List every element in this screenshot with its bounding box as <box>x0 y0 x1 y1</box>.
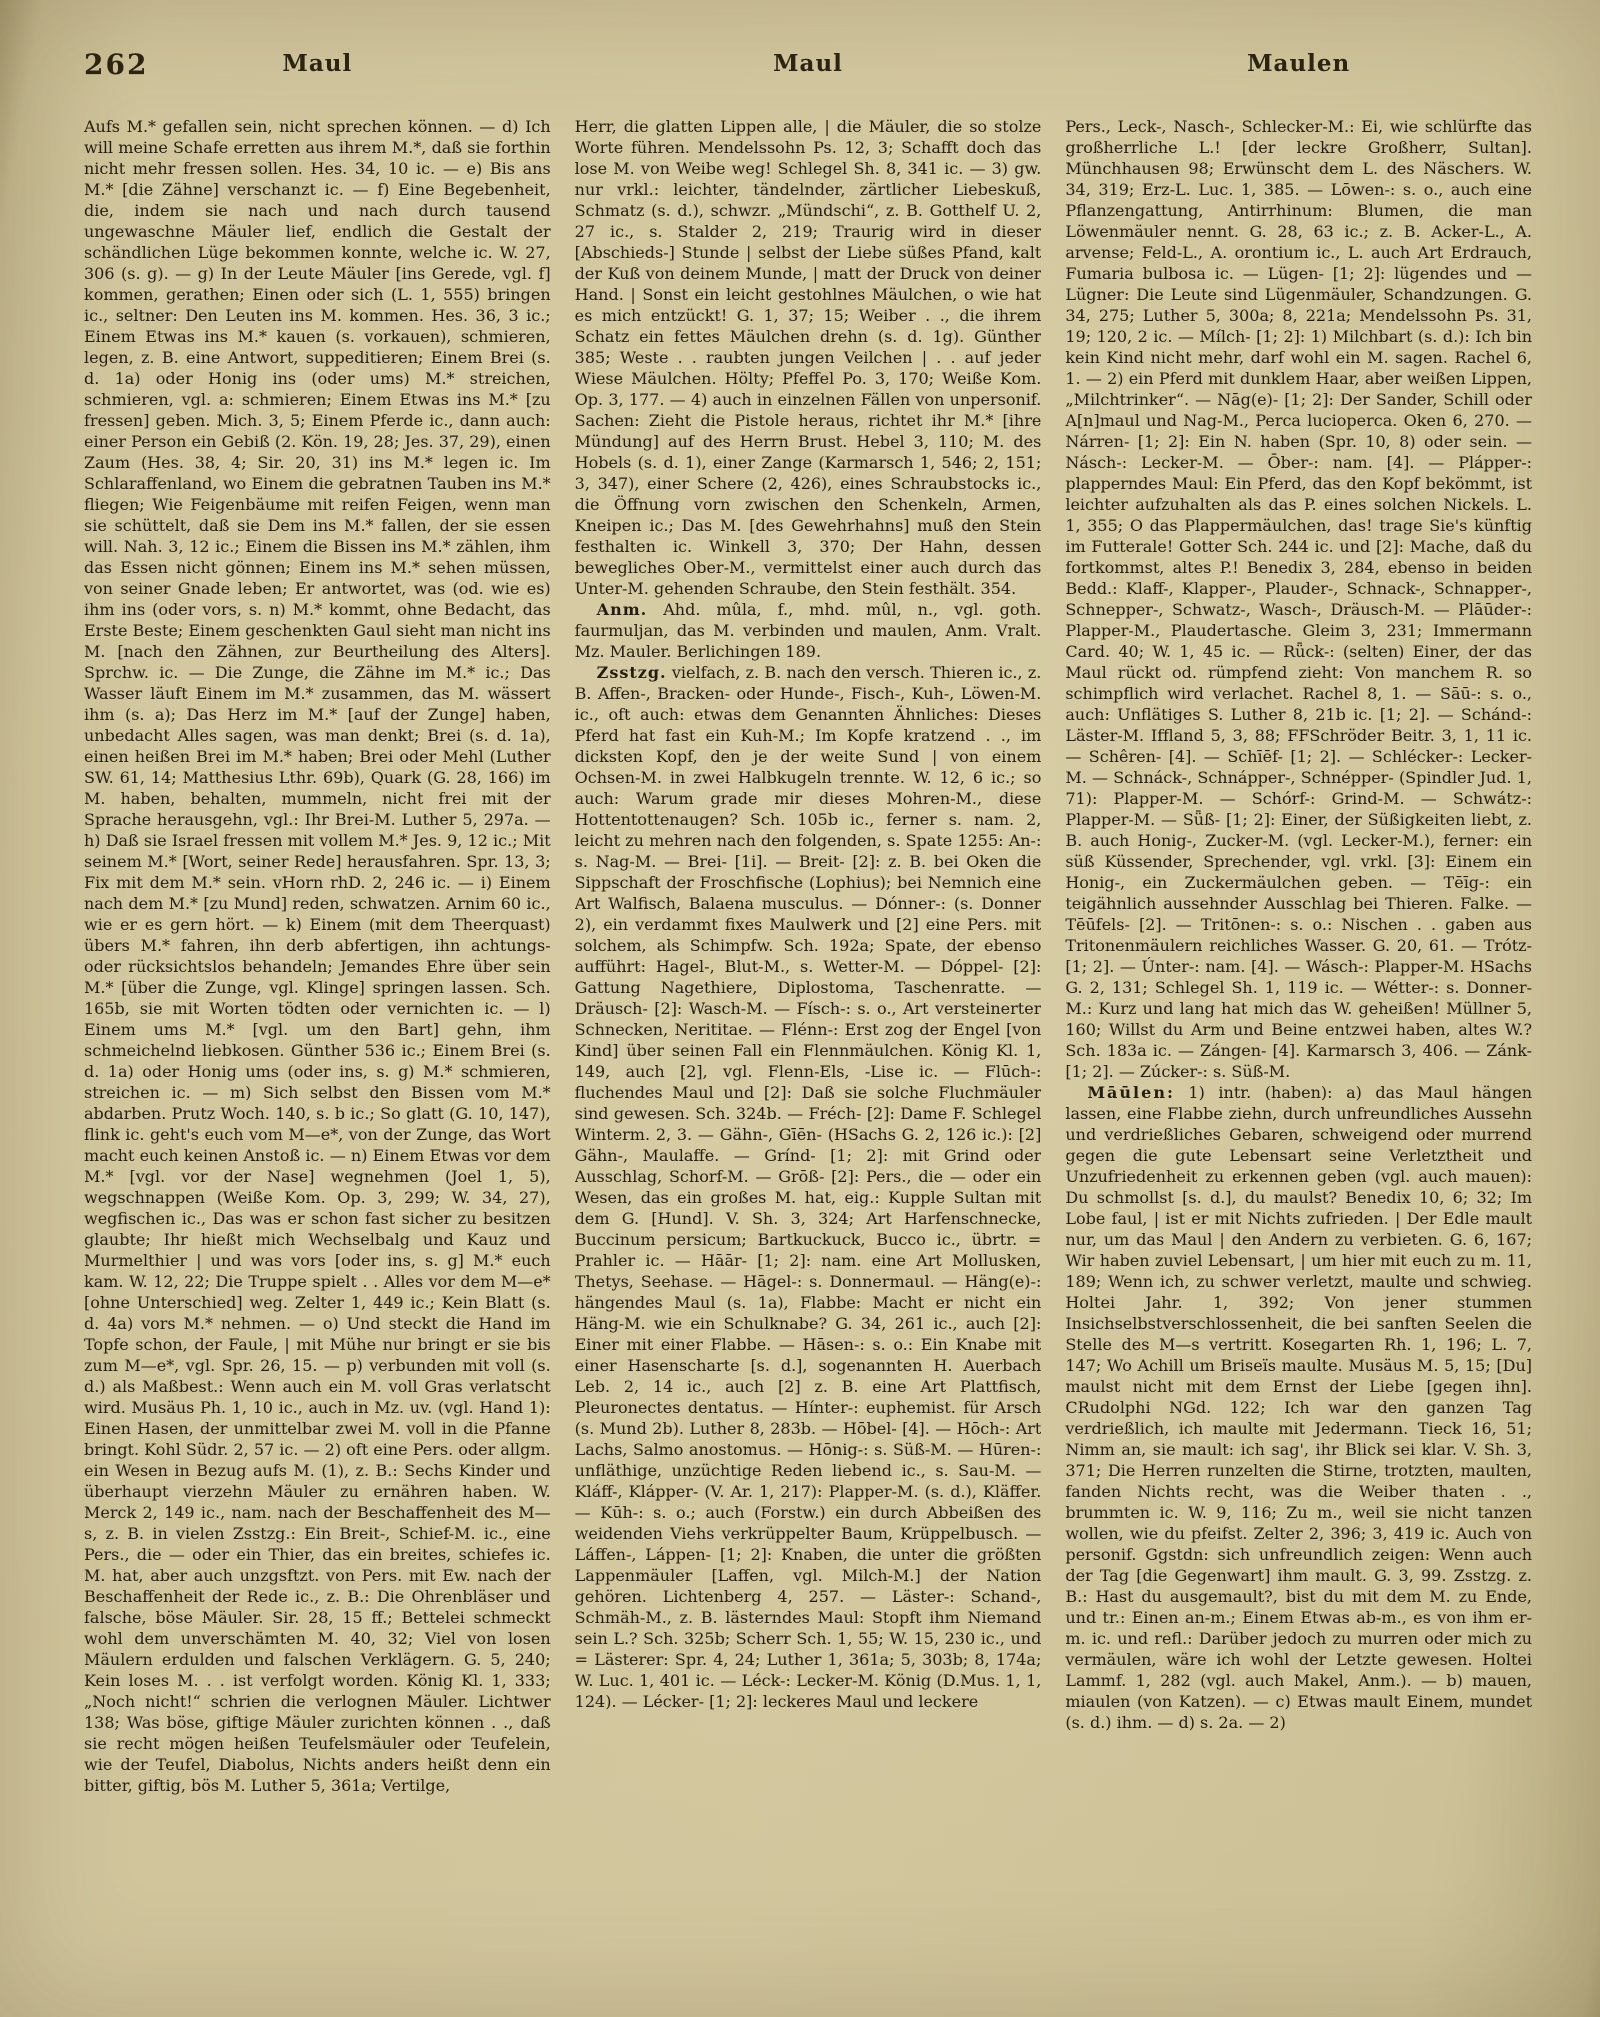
zusammensetzung-label: Zsstzg. <box>596 663 667 682</box>
maulen-headword: Māūlen: <box>1087 1083 1175 1102</box>
running-head-center: Maul <box>773 50 843 77</box>
running-head-left: Maul <box>282 50 353 77</box>
zusammensetzung-paragraph <box>575 662 1042 1712</box>
column-3-paragraph: Pers., Leck-, Nasch-, Schlecker-M.: Ei, wie schlürfte das großherrliche L.! [der leckre Großherr, Sultan]. Münchhausen 98; Erwünscht dem L. des Näschers. W. 34, 319; Erz-L. Luc. 1, 385. — Lōwen-: s. o., auch eine Pflanzengattung, Antirrhinum: Blumen, die man Löwenmäuler nennt. G. 28, 63 ic.; z. B. Acker-L., A. arvense; Feld-L., A. orontium ic., L. auch Art Erdrauch, Fumaria bulbosa ic. — Lügen- [1; 2]: lügendes und — Lügner: Die Leute sind Lügenmäuler, Schandzungen. G. 34, 275; Luther 5, 300a; 8, 221a; Mendelssohn Ps. 31, 19; 120, 2 ic. — Mílch- [1; 2]: 1) Milchbart (s. d.): Ich bin kein Kind nicht mehr, darf wohl ein M. sagen. Rachel 6, 1. — 2) ein Pferd mit dunklem Haar, aber weißen Lippen, „Milchtrinker“. — Nāg(e)- [1; 2]: Der Sander, Schill oder A[n]maul und Nag-M., Perca lucioperca. Oken 6, 270. — Nárren- [1; 2]: Ein N. haben (Spr. 10, 8) oder sein. — Násch-: Lecker-M. — Ōber-: nam. [4]. — Plápper-: plapperndes Maul: Ein Pferd, das den Kopf bekömmt, ist leichter aufzuhalten als das P. eines solchen Nickels. L. 1, 355; O das Plappermäulchen, das! trage Sie's künftig im Futterale! Gotter Sch. 244 ic. und [2]: Mache, daß du fortkommst, altes P.! Benedix 3, 284, ebenso in beiden Bedd.: Klaff-, Klapper-, Plauder-, Schnack-, Schnapper-, Schnepper-, Schwatz-, Wasch-, Dräusch-M. — Plāūder-: Plapper-M., Plaudertasche. Gleim 3, 231; Immermann Card. 40; W. 1, 45 ic. — Rǖck-: (selten) Einer, der das Maul rückt od. rümpfend zieht: Von manchem R. so schimpflich wird verlachet. Rachel 8, 1. — Sāū-: s. o., auch: Unflätiges S. Luther 8, 21b ic. [1; 2]. — Schánd-: Läster-M. Iffland 5, 3, 88; FFSchröder Beitr. 3, 1, 11 ic. — Schêren- [4]. — Schīēf- [1; 2]. — Schlécker-: Lecker-M. — Schnáck-, Schnápper-, Schnépper- (Spindler Jud. 1, 71): Plapper-M. — Schórf-: Grind-M. — Schwátz-: Plapper-M. — Sǖß- [1; 2]: Einer, der Süßigkeiten liebt, z. B. auch Honig-, Zucker-M. (vgl. Lecker-M.), ferner: ein süß Küssender, Sprechender, vgl. vrkl. [3]: Einem ein Honig-, ein Zuckermäulchen geben. — Tēīg-: ein teigähnlich aussehnder Ausschlag bei Thieren. Falke. — Tēūfels- [2]. — Tritōnen-: s. o.: Nischen . . gaben aus Tritonenmäulern reichliches Wasser. G. 20, 61. — Trótz- [1; 2]. — Únter-: nam. [4]. — Wásch-: Plapper-M. HSachs G. 2, 131; Schlegel Sh. 1, 119 ic. — Wétter-: s. Donner-M.: Kurz und lang hat mich das W. geheißen! Müllner 5, 160; Willst du Arm und Beine entzwei haben, altes W.? Sch. 183a ic. — Zángen- [4]. Karmarsch 3, 406. — Zánk- [1; 2]. — Zúcker-: s. Süß-M. <box>1065 117 1533 1081</box>
column-1 <box>84 116 551 1884</box>
anmerkung-text: Ahd. mûla, f., mhd. mûl, n., vgl. goth. faurmuljan, das M. verbinden und maulen, Anm. Vralt. Mz. Mauler. Berlichingen 189. <box>574 600 1042 661</box>
column-2 <box>575 116 1042 1884</box>
zusammensetzung-text: vielfach, z. B. nach den versch. Thieren ic., z. B. Affen-, Bracken- oder Hunde-, Fisch-, Kuh-, Löwen-M. ic., oft auch: etwas dem Genannten Ähnliches: Dieses Pferd hat fast ein Kuh-M.; Im Kopfe kratzend . ., im dicksten Kopf, den je der weite Sund | von einem Ochsen-M. in zwei Halbkugeln trennte. W. 12, 6 ic.; so auch: Warum grade mir dieses Mohren-M., diese Hottentottenaugen? Sch. 105b ic., ferner s. nam. 2, leicht zu mehren nach den folgenden, s. Spate 1255: An-: s. Nag-M. — Brei- [1i]. — Breit- [2]: z. B. bei Oken die Sippschaft der Froschfische (Lophius); bei Nemnich eine Art Walfisch, Balaena musculus. — Dónner-: (s. Donner 2), ein verdammt fixes Maulwerk und [2] eine Pers. mit solchem, als Schimpfw. Sch. 192a; Spate, der ebenso aufführt: Hagel-, Blut-M., s. Wetter-M. — Dóppel- [2]: Gattung Nagethiere, Diplostoma, Taschenratte. — Dräusch- [2]: Wasch-M. — Físch-: s. o., Art versteinerter Schnecken, Nerititae. — Flénn-: Erst zog der Engel [von Kind] über seinen Fall ein Flennmäulchen. König Kl. 1, 149, auch [2], vgl. Flenn-Els, -Lise ic. — Flūch-: fluchendes Maul und [2]: Daß sie solche Fluchmäuler sind gewesen. Sch. 324b. — Fréch- [2]: Dame F. Schlegel Winterm. 2, 3. — Gähn-, Gīēn- (HSachs G. 2, 126 ic.): [2] Gähn-, Maulaffe. — Grínd- [1; 2]: mit Grind oder Ausschlag, Schorf-M. — Grōß- [2]: Pers., die — oder ein Wesen, das ein großes M. hat, eig.: Kupple Sultan mit dem G. [Hund]. V. Sh. 3, 324; Art Harfenschnecke, Buccinum persicum; Bartkuckuck, Bucco ic., übrtr. = Prahler ic. — Hāār- [1; 2]: nam. eine Art Mollusken, Thetys, Seehase. — Hāgel-: s. Donnermaul. — Häng(e)-: hängendes Maul (s. 1a), Flabbe: Macht er nicht ein Häng-M. wie ein Schulknabe? G. 34, 261 ic., auch [2]: Einer mit einer Flabbe. — Hāsen-: s. o.: Ein Knabe mit einer Hasenscharte [s. d.], sogenannten H. Auerbach Leb. 2, 14 ic., auch [2] z. B. eine Art Plattfisch, Pleuronectes dentatus. — Hínter-: euphemist. für Arsch (s. Mund 2b). Luther 8, 283b. — Hōbel- [4]. — Hōch-: Art Lachs, Salmo anostomus. — Hōnig-: s. Süß-M. — Hūren-: unfläthige, unzüchtige Reden liebend ic., s. Sau-M. — Kláff-, Klápper- (V. Ar. 1, 217): Plapper-M. (s. d.), Kläffer. — Kūh-: s. o.; auch (Forstw.) ein durch Abbeißen des weidenden Viehs verkrüppelter Baum, Krüppelbusch. — Láffen-, Láppen- [1; 2]: Knaben, die unter die größten Lappenmäuler [Laffen, vgl. Milch-M.] der Nation gehören. Lichtenberg 4, 257. — Läster-: Schand-, Schmäh-M., z. B. lästerndes Maul: Stopft ihm Niemand sein L.? Sch. 325b; Scherr Sch. 1, 55; W. 15, 230 ic., und = Lästerer: Spr. 4, 24; Luther 1, 361a; 5, 303b; 8, 174a; W. Luc. 1, 401 ic. — Léck-: Lecker-M. König (D.Mus. 1, 1, 124). — Lécker- [1; 2]: leckeres Maul und leckere <box>574 663 1042 1711</box>
page-number: 262 <box>84 48 149 81</box>
text-columns <box>84 116 1532 1961</box>
column-2-paragraph: Herr, die glatten Lippen alle, | die Mäuler, die so stolze Worte führen. Mendelssohn Ps. 12, 3; Schafft doch das lose M. von Weibe weg! Schlegel Sh. 8, 341 ic. — 3) gw. nur vrkl.: leichter, tändelnder, zärtlicher Liebeskuß, Schmatz (s. d.), schwzr. „Mündschi“, z. B. Gotthelf U. 2, 27 ic., s. Stalder 2, 219; Traurig wird in dieser [Abschieds-] Stunde | selbst der Liebe süßes Pfand, kalt der Kuß von deinem Munde, | matt der Druck von deiner Hand. | Sonst ein leicht gestohlnes Mäulchen, o wie hat es mich entzückt! G. 1, 37; 15; Weiber . ., die ihrem Schatz ein fettes Mäulchen drehn (s. d. 1g). Günther 385; Weste . . raubten jungen Veilchen | . . auf jeder Wiese Mäulchen. Hölty; Pfeffel Po. 3, 170; Weiße Kom. Op. 3, 177. — 4) auch in einzelnen Fällen von unpersonif. Sachen: Zieht die Pistole heraus, richtet ihr M.* [ihre Mündung] auf des Herrn Brust. Hebel 3, 110; M. des Hobels (s. d. 1), einer Zange (Karmarsch 1, 546; 2, 151; 3, 347), einer Schere (2, 426), eines Schraubstocks ic., die Öffnung vorn zwischen den Schenkeln, Armen, Kneipen ic.; Das M. [des Gewehrhahns] muß den Stein festhalten ic. Winkell 3, 370; Der Hahn, dessen bewegliches Ober-M., vermittelst einer auch durch das Unter-M. gehenden Schraube, den Stein festhält. 354. <box>574 117 1042 598</box>
anmerkung-label: Anm. <box>596 600 648 619</box>
maulen-entry-paragraph <box>1065 1082 1532 1733</box>
column-3 <box>1065 116 1532 1884</box>
anmerkung-paragraph <box>575 599 1042 662</box>
running-head-right: Maulen <box>1247 50 1351 77</box>
running-head-row <box>84 50 1532 77</box>
column-1-paragraph: Aufs M.* gefallen sein, nicht sprechen können. — d) Ich will meine Schafe erretten aus ihrem M.*, daß sie forthin nicht mehr fressen sollen. Hes. 34, 10 ic. — e) Bis ans M.* [die Zähne] verschanzt ic. — f) Eine Begebenheit, die, indem sie nach und nach durch tausend ungewaschne Mäuler lief, endlich die Gestalt der schändlichen Lüge bekommen konnte, welche ic. W. 27, 306 (s. g). — g) In der Leute Mäuler [ins Gerede, vgl. f] kommen, gerathen; Einen oder sich (L. 1, 555) bringen ic., seltner: Den Leuten ins M. kommen. Hes. 36, 3 ic.; Einem Etwas ins M.* kauen (s. vorkauen), schmieren, legen, z. B. eine Antwort, suppeditieren; Einem Brei (s. d. 1a) oder Honig ins (oder ums) M.* streichen, schmieren, vgl. a: schmieren; Einem Etwas ins M.* [zu fressen] geben. Mich. 3, 5; Einem Pferde ic., dann auch: einer Person ein Gebiß (2. Kön. 19, 28; Jes. 37, 29), einen Zaum (Hes. 38, 4; Sir. 20, 31) ins M.* legen ic. Im Schlaraffenland, wo Einem die gebratnen Tauben ins M.* fliegen; Wie Feigenbäume mit reifen Feigen, wenn man sie schüttelt, daß sie Dem ins M.* fallen, der sie essen will. Nah. 3, 12 ic.; Einem die Bissen ins M.* zählen, ihm das Essen nicht gönnen; Einem ins M.* sehen müssen, von seiner Gnade leben; Er antwortet, was (od. wie es) ihm ins (oder vors, s. n) M.* kommt, ohne Bedacht, das Erste Beste; Einem geschenkten Gaul sieht man nicht ins M. [nach den Zähnen, zur Beurtheilung des Alters]. Sprchw. ic. — Die Zunge, die Zähne im M.* ic.; Das Wasser läuft Einem im M.* zusammen, das M. wässert ihm (s. a); Das Herz im M.* [auf der Zunge] haben, unbedacht Alles sagen, was man denkt; Brei (s. d. 1a), einen heißen Brei im M.* haben; Brei oder Mehl (Luther SW. 61, 14; Matthesius Lthr. 69b), Quark (G. 28, 166) im M. haben, behalten, mummeln, nicht frei mit der Sprache herausgehn, vgl.: Ihr Brei-M. Luther 5, 297a. — h) Daß sie Israel fressen mit vollem M.* Jes. 9, 12 ic.; Mit seinem M.* [Wort, seiner Rede] herausfahren. Spr. 13, 3; Fix mit dem M.* sein. vHorn rhD. 2, 246 ic. — i) Einem nach dem M.* [zu Mund] reden, schwatzen. Arnim 60 ic., wie er es gern hört. — k) Einem (mit dem Theerquast) übers M.* fahren, ihn derb abfertigen, ihn achtungs- oder rücksichtslos behandeln; Jemandes Ehre über sein M.* [über die Zunge, vgl. Klinge] springen lassen. Sch. 165b, sie mit Worten tödten oder vernichten ic. — l) Einem ums M.* [vgl. um den Bart] gehn, ihm schmeichelnd liebkosen. Günther 536 ic.; Einem Brei (s. d. 1a) oder Honig ums (oder ins, s. g) M.* schmieren, streichen ic. — m) Sich selbst den Bissen vom M.* abdarben. Prutz Woch. 140, s. b ic.; So glatt (G. 10, 147), flink ic. geht's euch vom M—e*, von der Zunge, das Wort macht euch keinen Anstoß ic. — n) Einem Etwas vor dem M.* [vgl. vor der Nase] wegnehmen (Joel 1, 5), wegschnappen (Weiße Kom. Op. 3, 299; W. 34, 27), wegfischen ic., Das was er schon fast sicher zu besitzen glaubte; Ihr hießt mich Wechselbalg und Kauz und Murmelthier | und was vors [oder ins, s. g] M.* euch kam. W. 12, 22; Die Truppe spielt . . Alles vor dem M—e* [ohne Unterschied] weg. Zelter 1, 449 ic.; Kein Blatt (s. d. 4a) vors M.* nehmen. — o) Und steckt die Hand im Topfe schon, der Faule, | mit Mühe nur bringt er sie bis zum M—e*, vgl. Spr. 26, 15. — p) verbunden mit voll (s. d.) als Maßbest.: Wenn auch ein M. voll Gras verlatscht wird. Musäus Ph. 1, 10 ic., auch in Mz. uv. (vgl. Hand 1): Einen Hasen, der unmittelbar zwei M. voll in die Pfanne bringt. Kohl Südr. 2, 57 ic. — 2) oft eine Pers. oder allgm. ein Wesen in Bezug aufs M. (1), z. B.: Sechs Kinder und überhaupt vierzehn Mäuler zu ernähren haben. W. Merck 2, 149 ic., nam. nach der Beschaffenheit des M—s, z. B. in vielen Zsstzg.: Ein Breit-, Schief-M. ic., eine Pers., die — oder ein Thier, das ein breites, schiefes ic. M. hat, aber auch unzgsftzt. von Pers. mit Ew. nach der Beschaffenheit der Rede ic., z. B.: Die Ohrenbläser und falsche, böse Mäuler. Sir. 28, 15 ff.; Bettelei schmeckt wohl dem unverschämten M. 40, 32; Viel von losen Mäulern erdulden und falschen Verklägern. G. 5, 240; Kein loses M. . . ist verfolgt worden. König Kl. 1, 333; „Noch nicht!“ schrien die verlognen Mäuler. Lichtwer 138; Was böse, giftige Mäuler zurichten können . ., daß sie recht mögen heißen Teufelsmäuler oder Teufelein, wie der Teufel, Diabolus, Nichts anders heißt denn ein bitter, giftig, bös M. Luther 5, 361a; Vertilge, <box>84 117 551 1795</box>
maulen-entry-text: 1) intr. (haben): a) das Maul hängen lassen, eine Flabbe ziehn, durch unfreundliches Aussehn und verdrießliches Gebaren, schweigend oder murrend gegen die gute Lebensart seine Verletztheit und Unzufriedenheit zu erkennen geben (vgl. auch mauen): Du schmollst [s. d.], du maulst? Benedix 10, 6; 32; Im Lobe faul, | ist er mit Nichts zufrieden. | Der Edle mault nur, um das Maul | den Andern zu verbieten. G. 6, 167; Wir haben zuviel Lebensart, | um hier mit euch zu m. 11, 189; Wenn ich, zu schwer verletzt, maulte und schwieg. Holtei Jahr. 1, 392; Von jener stummen Insichselbstverschlossenheit, die bei sanften Seelen die Stelle des M—s vertritt. Kosegarten Rh. 1, 196; L. 7, 147; Wo Achill um Briseïs maulte. Musäus M. 5, 15; [Du] maulst nicht mit dem Ernst der Liebe [gegen ihn]. CRudolphi NGd. 122; Ich war den ganzen Tag verdrießlich, ich maulte mit Jedermann. Tieck 16, 51; Nimm an, sie mault: ich sag', ihr Blick sei klar. V. Sh. 3, 371; Die Herren runzelten die Stirne, trotzten, maulten, fanden Nichts recht, was die Weiber thaten . ., brummten ic. W. 9, 116; Zu m., weil sie nicht tanzen wollen, wie du pfeifst. Zelter 2, 396; 3, 419 ic. Auch von personif. Ggstdn: sich unfreundlich zeigen: Wenn auch der Tag [die Gegenwart] ihm mault. G. 3, 99. Zsstzg. z. B.: Hast du ausgemault?, bist du mit dem M. zu Ende, und tr.: Einen an-m.; Einem Etwas ab-m., es von ihm er-m. ic. und refl.: Darüber jedoch zu murren oder mich zu vermäulen, wäre ich wohl der Letzte gewesen. Holtei Lammf. 1, 282 (vgl. auch Makel, Anm.). — b) mauen, miaulen (von Katzen). — c) Etwas mault Einem, mundet (s. d.) ihm. — d) s. 2a. — 2) <box>1065 1083 1533 1732</box>
